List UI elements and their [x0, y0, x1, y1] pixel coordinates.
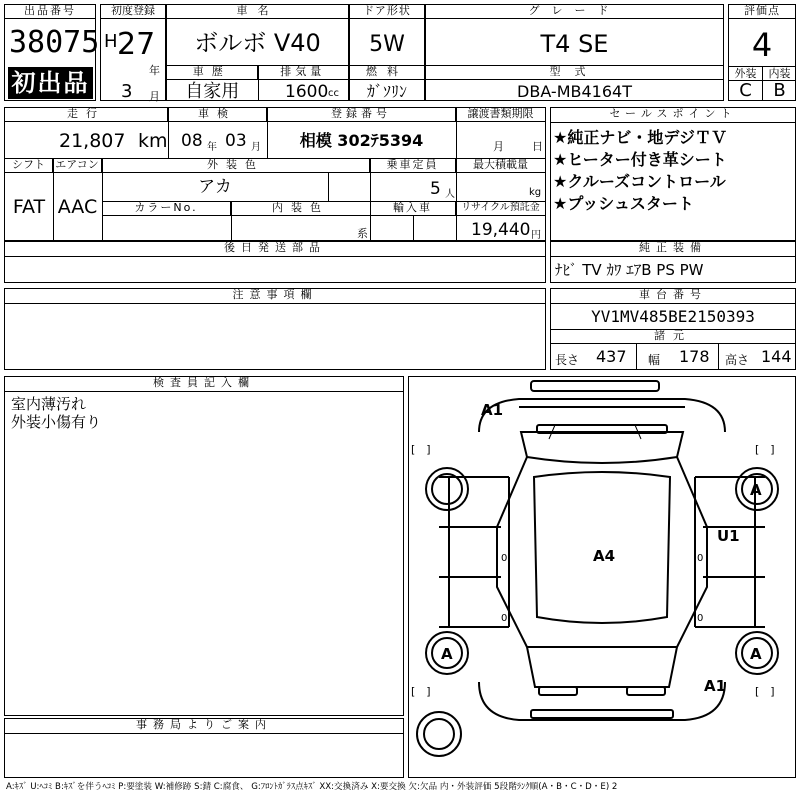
damage-legend: A:ｷｽﾞ U:ﾍｺﾐ B:ｷｽﾞを伴うﾍｺﾐ P:要塗装 W:補修跡 S:錆 C:腐食、 G:ﾌﾛﾝﾄｶﾞﾗｽ点ｷｽﾞ XX:交換済み X:要交換 欠:欠品 内・外装評価 5段階ﾗﾝｸ順(A・B・C・D・E) 2 [6, 782, 618, 792]
damage-mark-right-door: U1 [717, 527, 740, 545]
transfer-label: 譲渡書類期限 [456, 108, 545, 122]
door-type: 5W [369, 32, 405, 57]
load-unit: kg [529, 187, 542, 198]
displacement-unit: cc [328, 88, 339, 99]
era: H [104, 31, 118, 52]
history-label: 車歴 [167, 66, 258, 80]
inspector-comment: 室内薄汚れ [11, 395, 87, 413]
mileage: 21,807 [59, 130, 126, 152]
exterior-color: アカ [198, 177, 232, 197]
door-label: ドア形状 [350, 5, 424, 19]
ac-label: エアコン [53, 159, 102, 173]
door-box [349, 4, 425, 101]
registration-plate: 相模 302ﾃ5394 [299, 131, 424, 150]
sales-points-label: セールスポイント [551, 108, 795, 123]
equipment-box [550, 241, 796, 283]
interior-label: 内装 [768, 67, 791, 80]
damage-mark-right-rear-wheel: A [750, 645, 762, 663]
office-box [4, 718, 404, 778]
height-label: 高さ [725, 353, 750, 367]
car-name-label: 車名 [167, 5, 348, 19]
registration-month: 3 [121, 81, 133, 102]
inspector-label: 検査員記入欄 [5, 377, 403, 392]
import-label: 輸入車 [370, 202, 456, 216]
mileage-unit: km [138, 130, 168, 152]
standard-equipment: ﾅﾋﾞ TV ｶﾜ ｴｱB PS PW [555, 261, 704, 279]
vehicle-history: 自家用 [185, 81, 240, 102]
car-name: ボルボ V40 [194, 29, 321, 57]
later-parts-box [4, 241, 546, 283]
length-label: 長さ [555, 353, 580, 367]
first-registration-box [100, 4, 166, 101]
inspector-comment: 外装小傷有り [11, 413, 102, 431]
interior-color-unit: 系 [357, 227, 368, 240]
zero-right-rear-door: 0 [697, 613, 704, 624]
model-code-label: 型式 [426, 66, 723, 80]
color-no-label: カラーNo. [102, 202, 231, 216]
zero-left-front-door: 0 [501, 553, 508, 564]
score-box [728, 4, 796, 101]
damage-diagram [408, 376, 796, 778]
sales-point: ★クルーズコントロール [553, 172, 726, 191]
model-code: DBA-MB4164T [517, 82, 632, 101]
plate-label: 登録番号 [267, 108, 456, 122]
load-label: 最大積載量 [456, 159, 545, 173]
sales-point: ★純正ナビ・地デジＴＶ [553, 128, 728, 147]
inspection-year-unit: 年 [207, 142, 217, 153]
exterior-label: 外装 [734, 67, 757, 80]
overall-score: 4 [751, 26, 773, 64]
bracket-rear-right: [ ] [755, 685, 775, 698]
first-listing-badge: 初出品 [8, 67, 93, 99]
car-outline [409, 377, 795, 777]
sales-point: ★プッシュスタート [553, 194, 694, 213]
year-unit: 年 [149, 64, 160, 77]
chassis-box [550, 288, 796, 370]
grade-box [425, 4, 724, 101]
inspection-month-unit: 月 [251, 142, 261, 153]
chassis-number: YV1MV485BE2150393 [591, 307, 755, 326]
capacity-unit: 人 [445, 189, 455, 200]
mileage-label: 走行 [5, 108, 168, 122]
month-unit: 月 [149, 90, 160, 103]
score-label: 評価点 [729, 5, 795, 19]
office-label: 事務局よりご案内 [5, 719, 403, 734]
damage-mark-right-front-wheel: A [750, 481, 762, 499]
height: 144 [761, 347, 792, 366]
shift-type: FAT [12, 196, 46, 218]
interior-color-label: 内装色 [231, 202, 370, 216]
car-name-box [166, 4, 349, 101]
recycle-fee: 19,440 [471, 220, 531, 240]
inspection-month: 03 [225, 131, 247, 151]
exterior-grade: C [739, 80, 752, 101]
grade-label: グレード [426, 5, 723, 19]
dimensions-label: 諸元 [551, 330, 795, 344]
displacement-label: 排気量 [258, 66, 349, 80]
sales-point: ★ヒーター付き革シート [553, 150, 727, 169]
capacity-label: 乗車定員 [370, 159, 456, 173]
width: 178 [679, 347, 710, 366]
zero-left-rear-door: 0 [501, 613, 508, 624]
notes-box [4, 288, 546, 370]
sales-points-box [550, 107, 796, 241]
length: 437 [596, 347, 627, 366]
notes-label: 注意事項欄 [5, 289, 545, 304]
inspection-year: 08 [181, 131, 203, 151]
lot-number-box [4, 4, 100, 101]
transfer-month-unit: 月 [493, 140, 504, 153]
shift-label: シフト [5, 159, 53, 173]
recycle-unit: 円 [531, 230, 541, 241]
later-parts-label: 後日発送部品 [5, 242, 545, 257]
zero-right-front-door: 0 [697, 553, 704, 564]
chassis-label: 車台番号 [551, 289, 795, 304]
grade: T4 SE [540, 30, 609, 58]
bracket-front-left: [ ] [411, 443, 431, 456]
interior-grade: B [773, 80, 786, 101]
damage-mark-front: A1 [481, 401, 504, 419]
damage-mark-roof: A4 [593, 547, 616, 565]
registration-year: 27 [117, 27, 156, 62]
inspector-box [4, 376, 404, 716]
lot-number: 38075 [9, 25, 100, 60]
recycle-label: リサイクル預託金 [456, 202, 545, 216]
spec-table [4, 107, 546, 241]
damage-mark-left-rear-wheel: A [441, 645, 453, 663]
damage-mark-rear: A1 [704, 677, 727, 695]
lot-number-label: 出品番号 [5, 5, 95, 19]
color-label: 外装色 [102, 159, 370, 173]
ac-type: AAC [57, 196, 98, 218]
bracket-front-right: [ ] [755, 443, 775, 456]
inspection-label: 車検 [168, 108, 267, 122]
width-label: 幅 [648, 353, 661, 367]
displacement: 1600 [285, 82, 329, 102]
bracket-rear-left: [ ] [411, 685, 431, 698]
first-registration-label: 初度登録 [101, 5, 165, 19]
capacity: 5 [430, 179, 441, 199]
fuel-type: ｶﾞｿﾘﾝ [366, 82, 407, 101]
equipment-label: 純正装備 [551, 242, 795, 257]
fuel-label: 燃料 [350, 66, 424, 80]
transfer-day-unit: 日 [532, 140, 543, 153]
